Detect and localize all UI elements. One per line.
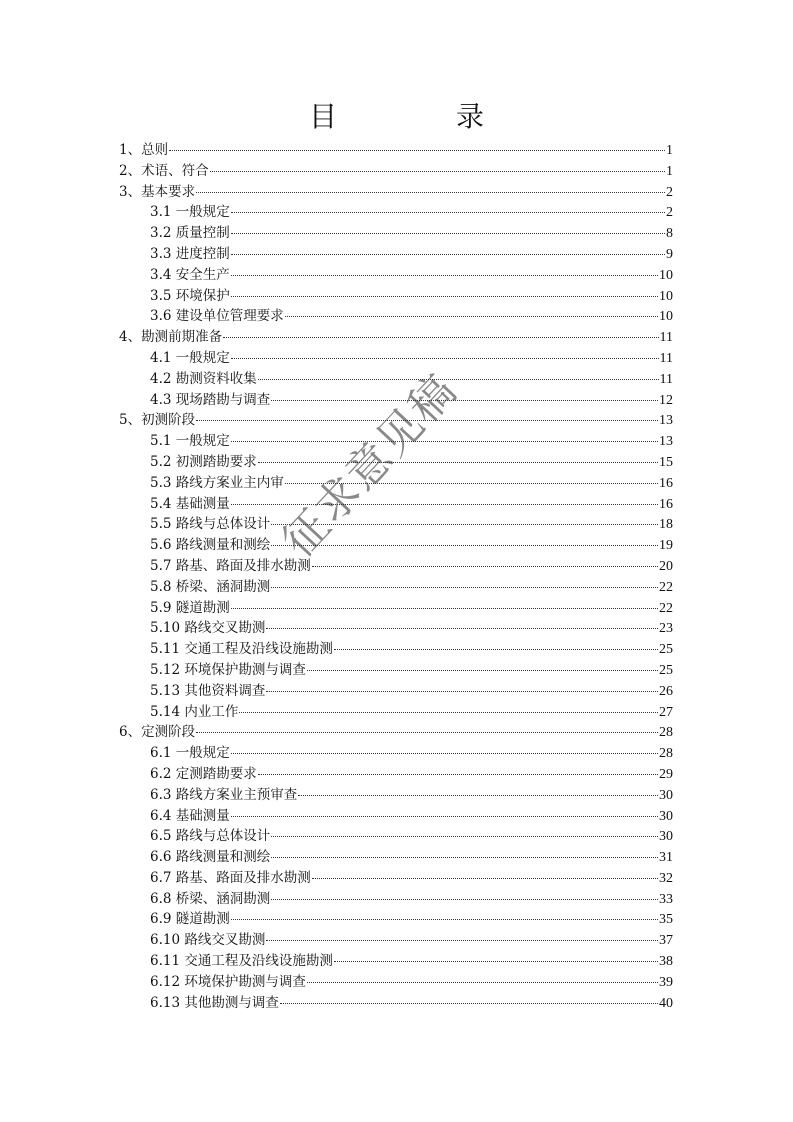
toc-entry-label: 5.13 其他资料调查 [150,682,266,699]
dot-leader [266,690,658,692]
toc-entry-page: 8 [666,226,673,242]
dot-leader [231,211,665,213]
toc-entry[interactable] [119,764,673,785]
toc-entry-page: 28 [659,746,673,762]
dot-leader [210,170,665,172]
toc-entry-label: 5.11 交通工程及沿线设施勘测 [150,641,333,658]
toc-entry-page: 39 [659,974,673,990]
toc-entry-label: 5.6 路线测量和测绘 [150,537,271,554]
toc-entry[interactable] [119,244,673,265]
toc-entry-label: 1、总则 [119,142,169,158]
dot-leader [271,586,658,588]
toc-entry[interactable] [119,722,673,743]
toc-entry-page: 22 [659,600,673,616]
toc-entry-label: 5.7 路基、路面及排水勘测 [150,557,311,574]
dot-leader [298,794,658,796]
toc-entry[interactable] [119,847,673,868]
toc-entry[interactable] [119,161,673,182]
dot-leader [307,669,658,671]
toc-entry-page: 9 [666,246,673,262]
dot-leader [258,378,659,380]
toc-entry[interactable] [119,348,673,369]
toc-entry[interactable] [119,702,673,723]
toc-entry-page: 11 [659,330,673,346]
draft-watermark: 征求意见稿 [273,364,468,568]
toc-entry-label: 6.9 隧道勘测 [150,911,230,928]
toc-entry[interactable] [119,743,673,764]
toc-entry[interactable] [119,806,673,827]
toc-entry-page: 26 [659,683,673,699]
toc-entry-page: 12 [659,392,673,408]
toc-entry-label: 6.1 一般规定 [150,745,230,762]
toc-entry-page: 1 [666,163,673,179]
dot-leader [312,565,658,567]
toc-entry-label: 5.9 隧道勘测 [150,599,230,616]
dot-leader [231,440,658,442]
toc-entry[interactable] [119,202,673,223]
dot-leader [169,149,665,151]
toc-entry[interactable] [119,306,673,327]
toc-entry-page: 10 [659,288,673,304]
toc-entry-page: 35 [659,912,673,928]
toc-entry[interactable] [119,494,673,515]
toc-entry-label: 6.12 环境保护勘测与调查 [150,973,306,990]
toc-entry-label: 5、初测阶段 [119,412,196,429]
toc-entry-label: 3.4 安全生产 [150,266,230,283]
dot-leader [231,918,658,920]
toc-entry[interactable] [119,660,673,681]
toc-entry-page: 30 [659,808,673,824]
toc-entry-page: 29 [659,766,673,782]
toc-entry-label: 6.2 定测踏勘要求 [150,765,257,782]
toc-entry-label: 5.2 初测踏勘要求 [150,453,257,470]
dot-leader [271,856,658,858]
toc-entry-page: 16 [659,475,673,491]
toc-entry-label: 6.3 路线方案业主预审查 [150,786,298,803]
dot-leader [266,939,658,941]
toc-entry-page: 20 [659,558,673,574]
toc-entry[interactable] [119,889,673,910]
toc-entry-label: 6.7 路基、路面及排水勘测 [150,869,311,886]
toc-entry-label: 3.3 进度控制 [150,245,230,262]
toc-entry-label: 4.2 勘测资料收集 [150,370,257,387]
toc-entry-label: 3.6 建设单位管理要求 [150,308,284,325]
toc-entry-label: 4.1 一般规定 [150,349,230,366]
toc-entry-label: 6、定测阶段 [119,724,196,741]
toc-entry[interactable] [119,868,673,889]
dot-leader [231,274,658,276]
toc-entry-label: 5.1 一般规定 [150,433,230,450]
dot-leader [312,877,658,879]
table-of-contents [119,140,673,1013]
toc-entry-page: 10 [659,267,673,283]
toc-entry[interactable] [119,598,673,619]
toc-entry[interactable] [119,182,673,203]
dot-leader [231,815,658,817]
toc-entry-page: 30 [659,787,673,803]
toc-entry-label: 5.3 路线方案业主内审 [150,474,284,491]
toc-entry-label: 6.13 其他勘测与调查 [150,994,279,1011]
toc-entry[interactable] [119,930,673,951]
toc-entry-label: 6.5 路线与总体设计 [150,828,271,845]
toc-entry[interactable] [119,140,673,161]
toc-entry-page: 13 [659,434,673,450]
toc-entry-page: 25 [659,662,673,678]
toc-entry-page: 31 [659,850,673,866]
dot-leader [231,253,665,255]
toc-entry-page: 25 [659,642,673,658]
dot-leader [280,1002,658,1004]
dot-leader [231,295,658,297]
toc-entry-page: 11 [659,371,673,387]
toc-entry-label: 3.5 环境保护 [150,287,230,304]
toc-entry[interactable] [119,972,673,993]
dot-leader [266,627,658,629]
toc-entry-label: 6.11 交通工程及沿线设施勘测 [150,953,333,970]
toc-entry-label: 6.6 路线测量和测绘 [150,849,271,866]
toc-entry-label: 2、术语、符合 [119,162,209,179]
toc-entry-page: 33 [659,891,673,907]
dot-leader [271,835,658,837]
toc-entry-page: 37 [659,933,673,949]
toc-entry-label: 5.5 路线与总体设计 [150,516,271,533]
toc-entry-label: 5.4 基础测量 [150,495,230,512]
dot-leader [196,731,658,733]
toc-entry[interactable] [119,223,673,244]
toc-entry-label: 5.10 路线交叉勘测 [150,620,266,637]
toc-entry-page: 16 [659,496,673,512]
toc-entry-label: 4、勘测前期准备 [119,329,223,346]
toc-entry-page: 38 [659,954,673,970]
dot-leader [231,752,658,754]
dot-leader [285,315,658,317]
toc-entry[interactable] [119,265,673,286]
toc-entry[interactable] [119,826,673,847]
toc-entry-page: 2 [666,205,673,221]
dot-leader [239,711,658,713]
toc-entry[interactable] [119,286,673,307]
toc-entry-label: 6.4 基础测量 [150,807,230,824]
toc-entry-label: 3.1 一般规定 [150,204,230,221]
toc-entry-label: 4.3 现场踏勘与调查 [150,391,271,408]
toc-entry[interactable] [119,909,673,930]
toc-entry-page: 23 [659,621,673,637]
dot-leader [271,898,658,900]
toc-entry-page: 15 [659,454,673,470]
toc-entry[interactable] [119,556,673,577]
toc-entry[interactable] [119,514,673,535]
toc-entry-label: 6.8 桥梁、涵洞勘测 [150,890,271,907]
dot-leader [334,960,658,962]
dot-leader [231,607,658,609]
toc-entry-page: 32 [659,870,673,886]
toc-entry-page: 11 [659,350,673,366]
toc-entry-label: 3、基本要求 [119,183,196,200]
toc-entry-page: 13 [659,413,673,429]
toc-entry[interactable] [119,639,673,660]
toc-entry-page: 27 [659,704,673,720]
toc-entry-page: 19 [659,538,673,554]
toc-entry[interactable] [119,681,673,702]
dot-leader [307,981,658,983]
toc-entry[interactable] [119,535,673,556]
toc-entry-page: 10 [659,309,673,325]
toc-entry-label: 3.2 质量控制 [150,225,230,242]
toc-entry-label: 5.8 桥梁、涵洞勘测 [150,578,271,595]
toc-entry-label: 6.10 路线交叉勘测 [150,932,266,949]
toc-entry-page: 30 [659,829,673,845]
dot-leader [231,232,665,234]
toc-entry-page: 22 [659,579,673,595]
toc-entry-page: 28 [659,725,673,741]
toc-entry-page: 2 [666,184,673,200]
dot-leader [231,357,659,359]
toc-entry[interactable] [119,993,673,1014]
dot-leader [223,336,658,338]
toc-entry[interactable] [119,577,673,598]
toc-entry[interactable] [119,951,673,972]
dot-leader [196,191,665,193]
toc-entry-label: 5.14 内业工作 [150,703,239,720]
toc-entry[interactable] [119,327,673,348]
toc-entry-page: 1 [666,143,673,158]
toc-entry-label: 5.12 环境保护勘测与调查 [150,661,306,678]
dot-leader [334,648,658,650]
toc-entry[interactable] [119,785,673,806]
dot-leader [258,461,658,463]
toc-entry[interactable] [119,618,673,639]
toc-entry-page: 40 [659,995,673,1011]
page-title: 目 录 [309,100,539,133]
dot-leader [258,773,658,775]
toc-entry-page: 18 [659,517,673,533]
